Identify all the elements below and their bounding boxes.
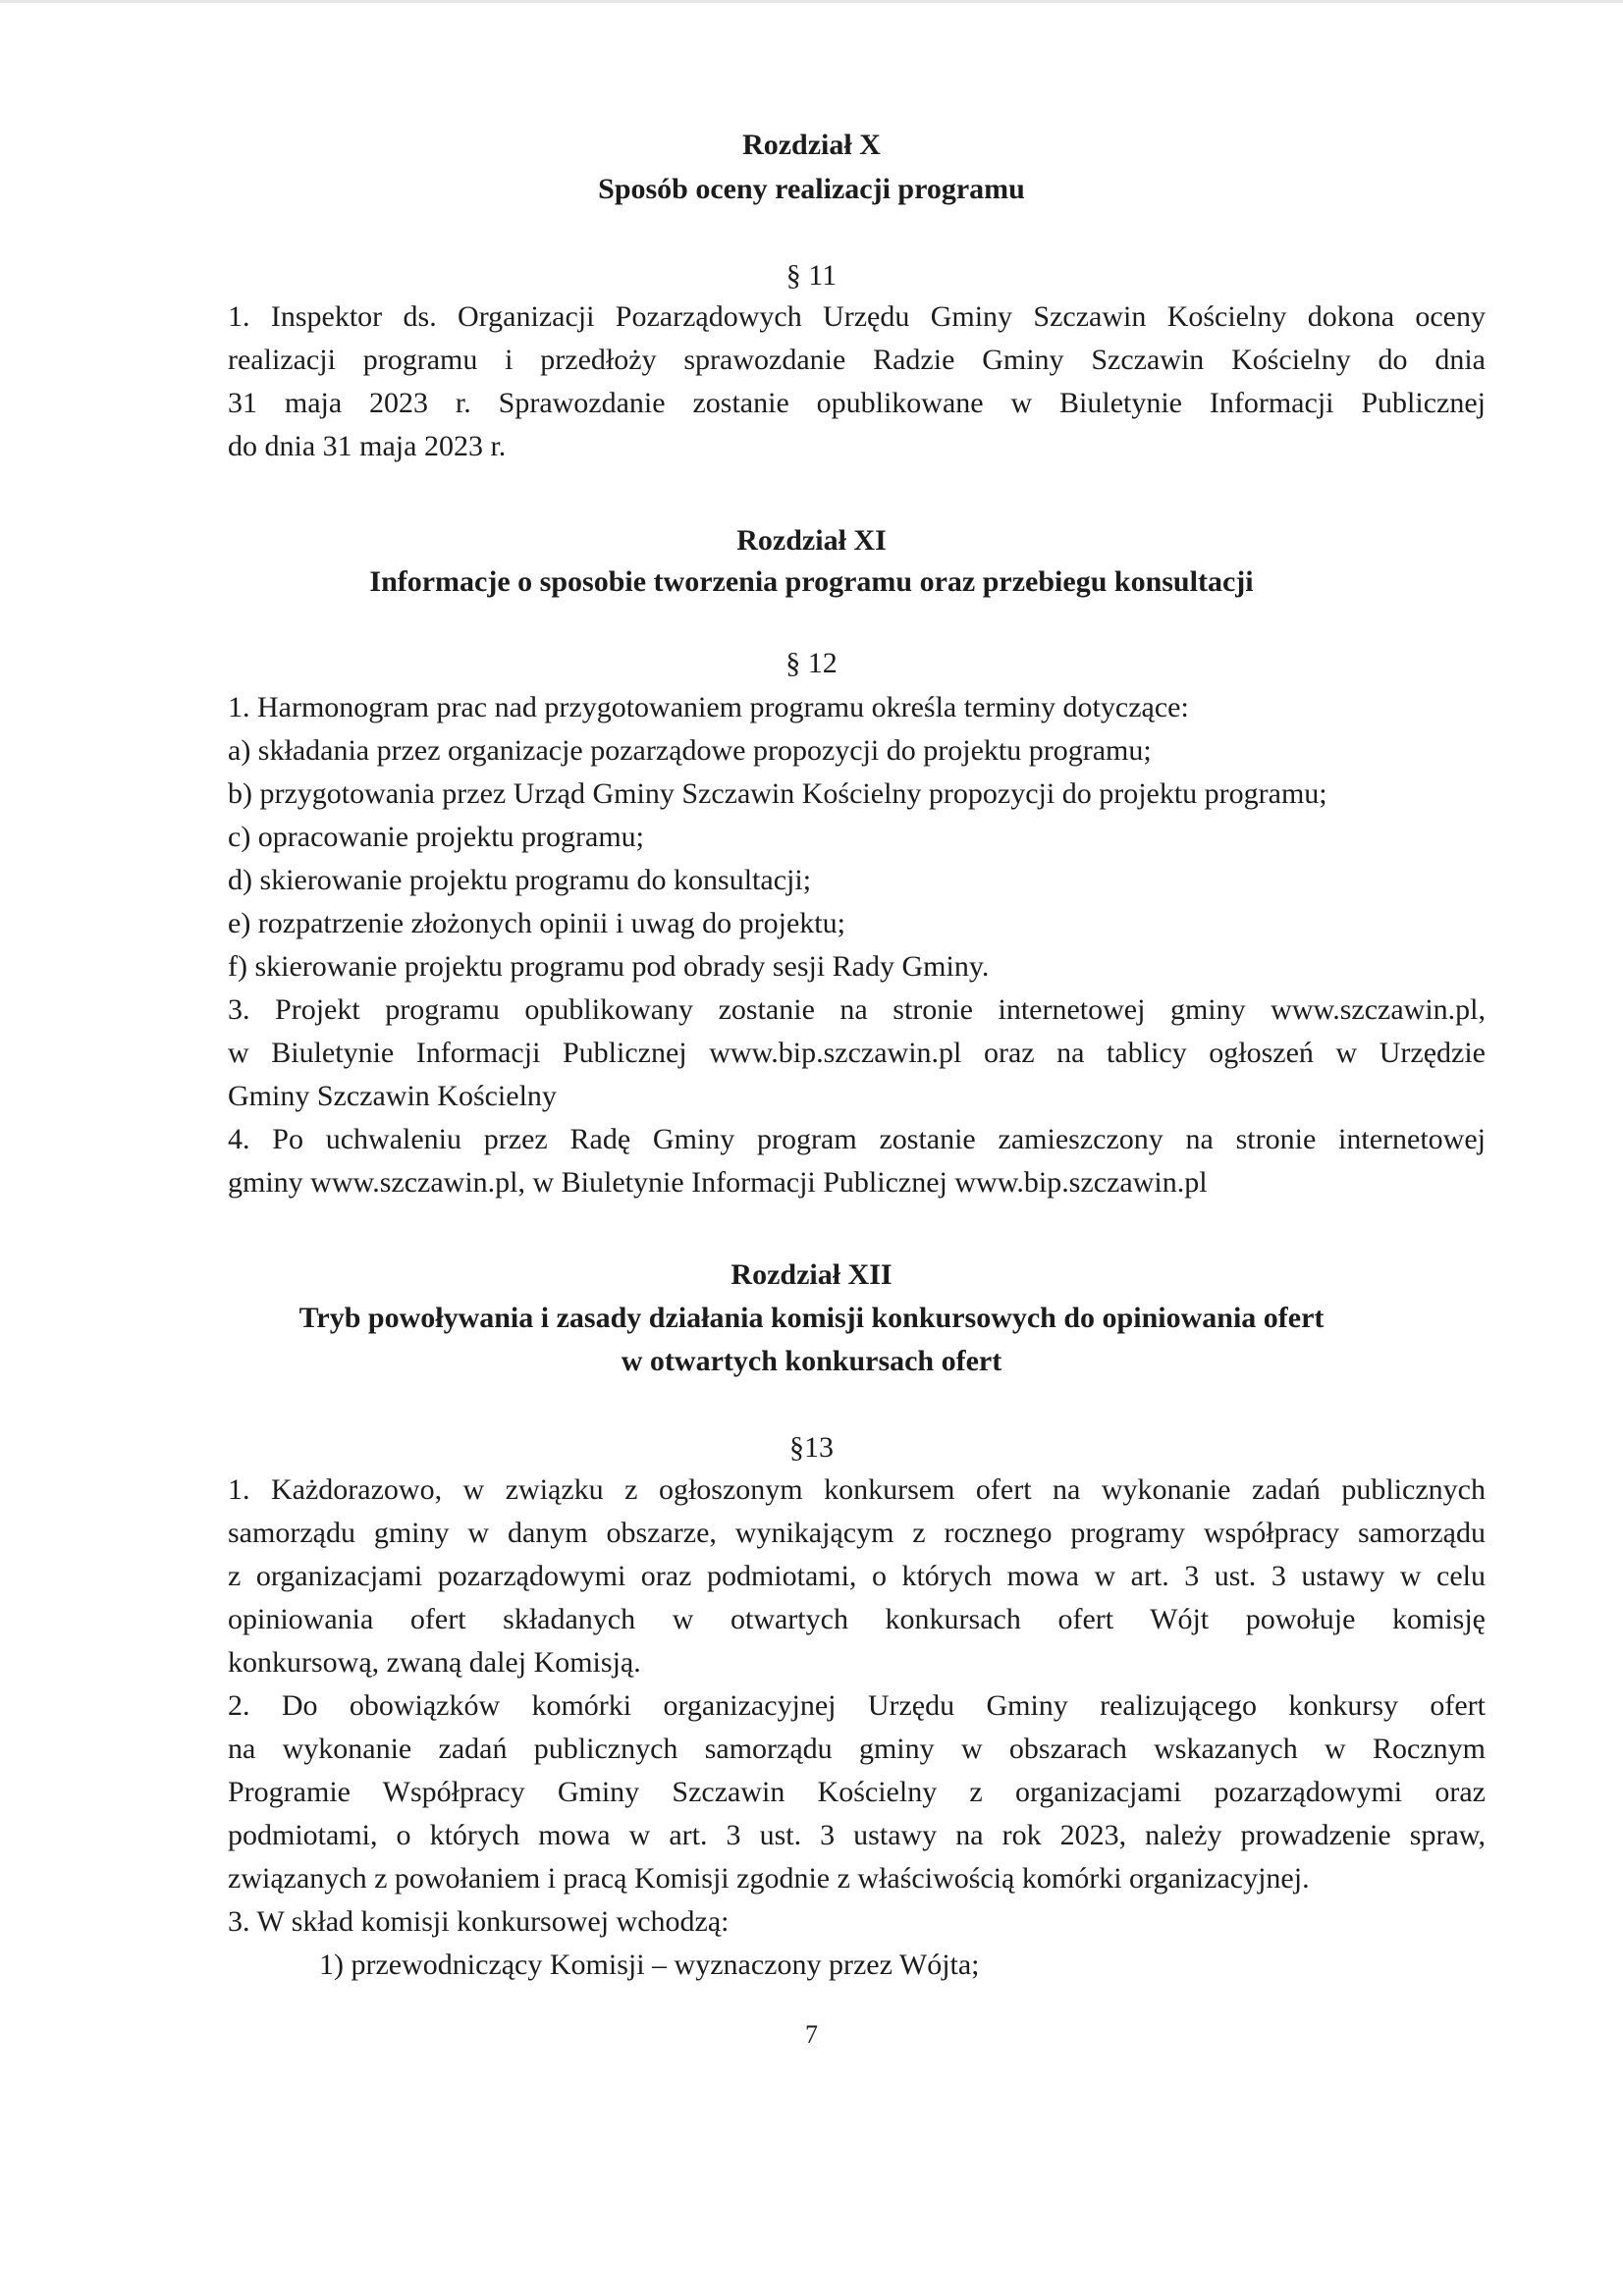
text-line: gminy www.szczawin.pl, w Biuletynie Informacji Publicznej www.bip.szczawin.pl (228, 1166, 1208, 1199)
text-line: 3. Projekt programu opublikowany zostanie na stronie internetowej gminy www.szczawin.pl, (228, 993, 1486, 1026)
text-line: realizacji programu i przedłoży sprawozdanie Radzie Gminy Szczawin Kościelny do dnia (228, 344, 1486, 376)
text-line: 31 maja 2023 r. Sprawozdanie zostanie opublikowane w Biuletynie Informacji Publicznej (228, 387, 1486, 419)
chapter-12-subtitle-line-2: w otwartych konkursach ofert (621, 1345, 1002, 1377)
text-line: 2. Do obowiązków komórki organizacyjnej Urzędu Gminy realizującego konkursy ofert (228, 1689, 1486, 1722)
text-line: opiniowania ofert składanych w otwartych konkursach ofert Wójt powołuje komisję (228, 1603, 1486, 1635)
list-item: a) składania przez organizacje pozarządowe propozycji do projektu programu; (228, 734, 1152, 767)
page-number: 7 (805, 2020, 818, 2049)
list-item: f) skierowanie projektu programu pod obrady sesji Rady Gminy. (228, 950, 990, 983)
list-item: c) opracowanie projektu programu; (228, 821, 644, 853)
text-line: Gminy Szczawin Kościelny (228, 1080, 557, 1112)
text-line: związanych z powołaniem i pracą Komisji zgodnie z właściwością komórki organizacyjnej. (228, 1862, 1310, 1895)
chapter-11-subtitle: Informacje o sposobie tworzenia programu oraz przebiegu konsultacji (369, 565, 1254, 598)
paragraph-13-mark: §13 (789, 1431, 834, 1464)
text-line: Programie Współpracy Gminy Szczawin Kościelny z organizacjami pozarządowymi oraz (228, 1776, 1486, 1808)
text-line: na wykonanie zadań publicznych samorządu gminy w obszarach wskazanych w Rocznym (228, 1733, 1486, 1765)
chapter-11-title: Rozdział XI (736, 524, 887, 557)
chapter-10-title: Rozdział X (742, 129, 881, 161)
list-item: 1) przewodniczący Komisji – wyznaczony przez Wójta; (319, 1949, 980, 1981)
list-item: b) przygotowania przez Urząd Gminy Szczawin Kościelny propozycji do projektu programu; (228, 777, 1327, 810)
text-line: 4. Po uchwaleniu przez Radę Gminy program zostanie zamieszczony na stronie internetowej (228, 1123, 1486, 1155)
text-line: samorządu gminy w danym obszarze, wynikającym z rocznego programy współpracy samorządu (228, 1517, 1486, 1549)
list-item: d) skierowanie projektu programu do konsultacji; (228, 864, 812, 896)
paragraph-11-mark: § 11 (785, 259, 838, 292)
text-line: do dnia 31 maja 2023 r. (228, 430, 507, 462)
text-line: konkursową, zwaną dalej Komisją. (228, 1646, 641, 1679)
text-line: 1. Inspektor ds. Organizacji Pozarządowych Urzędu Gminy Szczawin Kościelny dokona oceny (228, 300, 1486, 333)
text-line: z organizacjami pozarządowymi oraz podmiotami, o których mowa w art. 3 ust. 3 ustawy w celu (228, 1560, 1486, 1592)
text-line: 1. Każdorazowo, w związku z ogłoszonym konkursem ofert na wykonanie zadań publicznych (228, 1473, 1486, 1506)
chapter-10-subtitle: Sposób oceny realizacji programu (598, 173, 1025, 205)
chapter-12-title: Rozdział XII (730, 1258, 893, 1291)
text-line: 3. W skład komisji konkursowej wchodzą: (228, 1905, 730, 1938)
list-item: e) rozpatrzenie złożonych opinii i uwag do projektu; (228, 907, 845, 939)
chapter-12-subtitle-line-1: Tryb powoływania i zasady działania komisji konkursowych do opiniowania ofert (298, 1302, 1325, 1334)
text-line: podmiotami, o których mowa w art. 3 ust. 3 ustawy na rok 2023, należy prowadzenie spraw, (228, 1819, 1486, 1851)
paragraph-12-mark: § 12 (785, 647, 838, 679)
text-line: w Biuletynie Informacji Publicznej www.bip.szczawin.pl oraz na tablicy ogłoszeń w Urzędzie (228, 1037, 1486, 1069)
text-line: 1. Harmonogram prac nad przygotowaniem programu określa terminy dotyczące: (228, 691, 1189, 723)
